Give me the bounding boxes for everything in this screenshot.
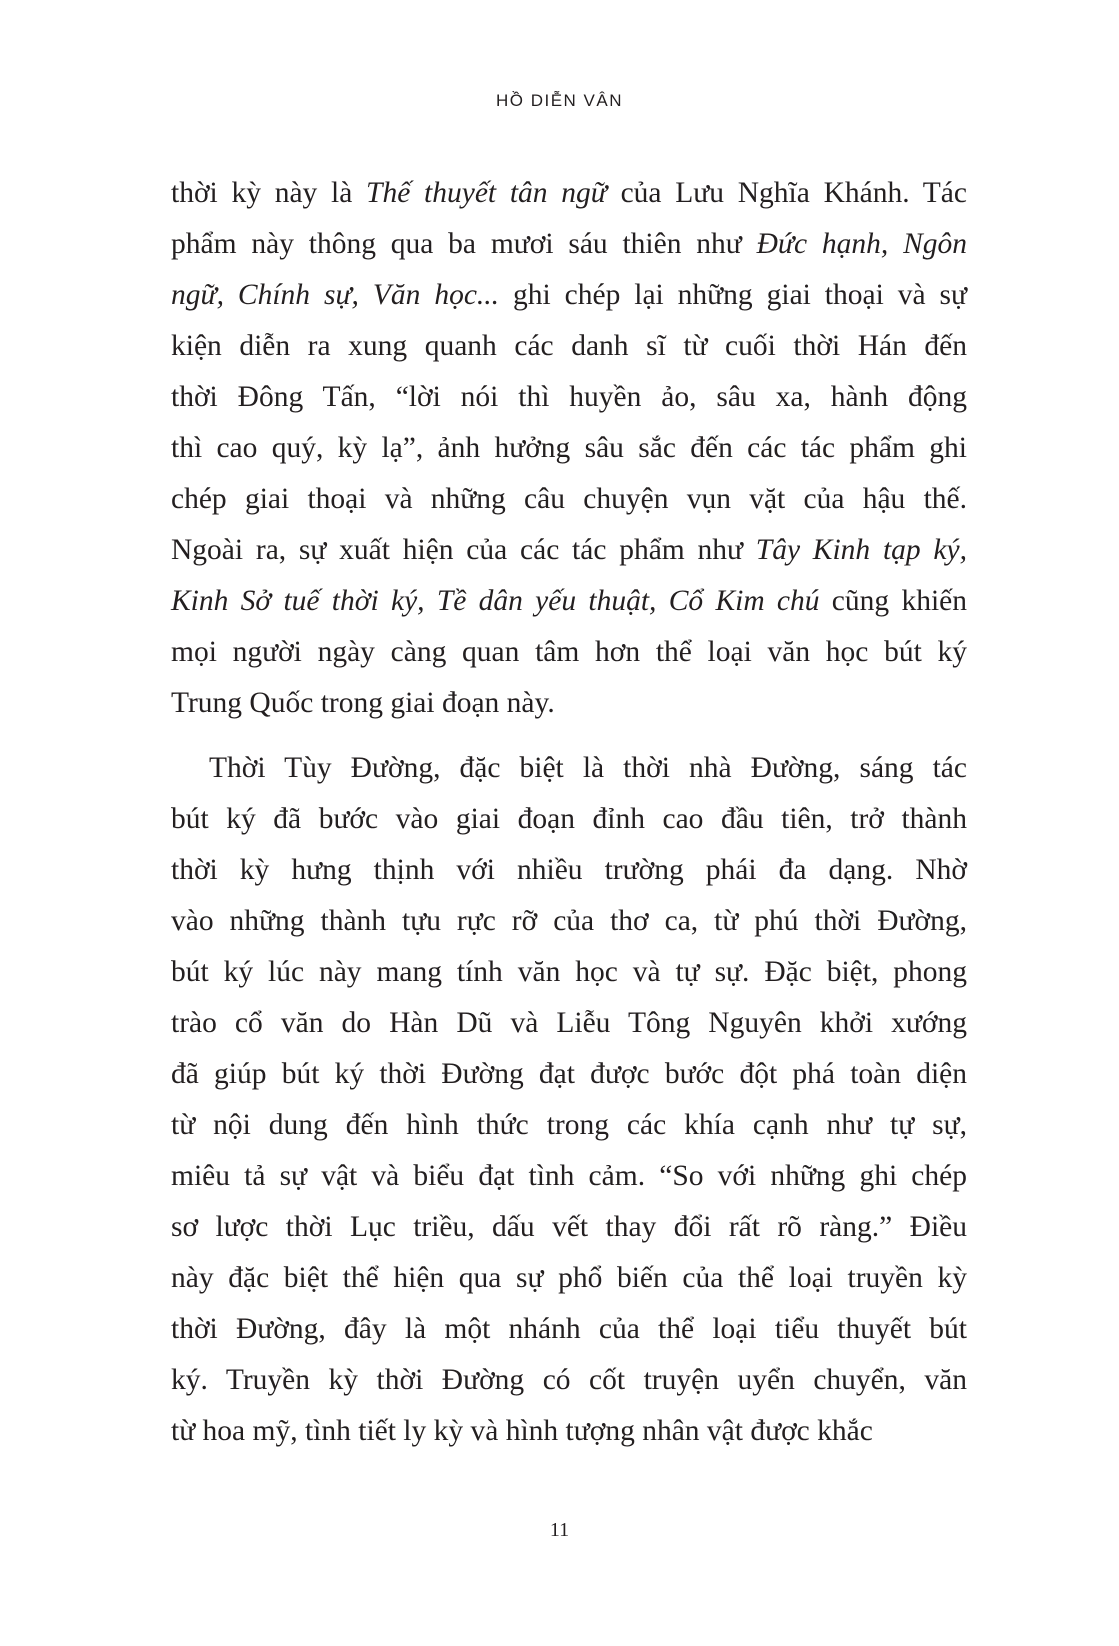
text-line	[171, 423, 967, 474]
text-segment: Ngoài ra, sự xuất hiện của các tác phẩm như	[171, 534, 756, 566]
text-line	[171, 896, 967, 947]
text-segment: thời kỳ này là	[171, 177, 367, 209]
text-segment: miêu tả sự vật và biểu đạt tình cảm. “So với những ghi chép	[171, 1160, 967, 1192]
text-segment: từ nội dung đến hình thức trong các khía cạnh như tự sự,	[171, 1109, 967, 1141]
text-segment: sơ lược thời Lục triều, dấu vết thay đổi rất rõ ràng.” Điều	[171, 1211, 967, 1243]
paragraph-2	[171, 743, 967, 1457]
text-segment: thì cao quý, kỳ lạ”, ảnh hưởng sâu sắc đến các tác phẩm ghi	[171, 432, 967, 464]
text-segment: ghi chép lại những giai thoại và sự	[499, 279, 967, 311]
italic-title-segment: Kinh Sở tuế thời ký, Tề dân yếu thuật, Cổ Kim chú	[171, 585, 820, 617]
text-line	[171, 1355, 967, 1406]
body-text	[171, 168, 967, 1457]
text-segment: chép giai thoại và những câu chuyện vụn vặt của hậu thế.	[171, 483, 967, 515]
text-segment: kiện diễn ra xung quanh các danh sĩ từ cuối thời Hán đến	[171, 330, 967, 362]
text-line	[171, 219, 967, 270]
text-line	[171, 372, 967, 423]
text-line	[171, 321, 967, 372]
italic-title-segment: Tây Kinh tạp ký,	[755, 534, 967, 566]
text-line	[171, 474, 967, 525]
text-segment: bút ký đã bước vào giai đoạn đỉnh cao đầu tiên, trở thành	[171, 803, 967, 835]
text-segment: đã giúp bút ký thời Đường đạt được bước đột phá toàn diện	[171, 1058, 967, 1090]
text-segment: này đặc biệt thể hiện qua sự phổ biến của thể loại truyền kỳ	[171, 1262, 967, 1294]
italic-title-segment: Đức hạnh, Ngôn	[756, 228, 968, 260]
text-line	[171, 794, 967, 845]
text-segment: từ hoa mỹ, tình tiết ly kỳ và hình tượng nhân vật được khắc	[171, 1415, 873, 1447]
text-line	[171, 1253, 967, 1304]
text-line	[171, 998, 967, 1049]
text-line	[171, 845, 967, 896]
page-number: 11	[549, 1519, 570, 1541]
text-segment: phẩm này thông qua ba mươi sáu thiên như	[171, 228, 757, 260]
text-segment: vào những thành tựu rực rỡ của thơ ca, từ phú thời Đường,	[171, 905, 967, 937]
text-line	[171, 743, 967, 794]
text-line	[171, 627, 967, 678]
text-segment: thời kỳ hưng thịnh với nhiều trường phái đa dạng. Nhờ	[171, 854, 967, 886]
text-segment: thời Đường, đây là một nhánh của thể loại tiểu thuyết bút	[171, 1313, 967, 1345]
text-segment: thời Đông Tấn, “lời nói thì huyền ảo, sâu xa, hành động	[171, 381, 967, 413]
text-line	[171, 1151, 967, 1202]
text-segment: cũng khiến	[819, 585, 967, 617]
text-line	[171, 168, 967, 219]
text-line	[171, 947, 967, 998]
italic-title-segment: ngữ, Chính sự, Văn học...	[171, 279, 500, 311]
text-segment: Trung Quốc trong giai đoạn này.	[171, 687, 555, 719]
text-line	[171, 1304, 967, 1355]
text-line	[171, 576, 967, 627]
text-segment: mọi người ngày càng quan tâm hơn thể loại văn học bút ký	[171, 636, 967, 668]
text-line	[171, 525, 967, 576]
paragraph-1	[171, 168, 967, 729]
text-segment: ký. Truyền kỳ thời Đường có cốt truyện uyển chuyển, văn	[171, 1364, 967, 1396]
text-segment: trào cổ văn do Hàn Dũ và Liễu Tông Nguyên khởi xướng	[171, 1007, 967, 1039]
text-segment: Thời Tùy Đường, đặc biệt là thời nhà Đường, sáng tác	[209, 752, 967, 784]
italic-title-segment: Thế thuyết tân ngữ	[366, 177, 607, 209]
text-line	[171, 1100, 967, 1151]
text-line	[171, 270, 967, 321]
text-segment: bút ký lúc này mang tính văn học và tự sự. Đặc biệt, phong	[171, 956, 967, 988]
text-line	[171, 1406, 967, 1457]
text-line	[171, 1202, 967, 1253]
running-head: HỒ DIỄN VÂN	[495, 91, 624, 110]
text-segment: của Lưu Nghĩa Khánh. Tác	[606, 177, 967, 209]
text-line	[171, 678, 967, 729]
text-line	[171, 1049, 967, 1100]
